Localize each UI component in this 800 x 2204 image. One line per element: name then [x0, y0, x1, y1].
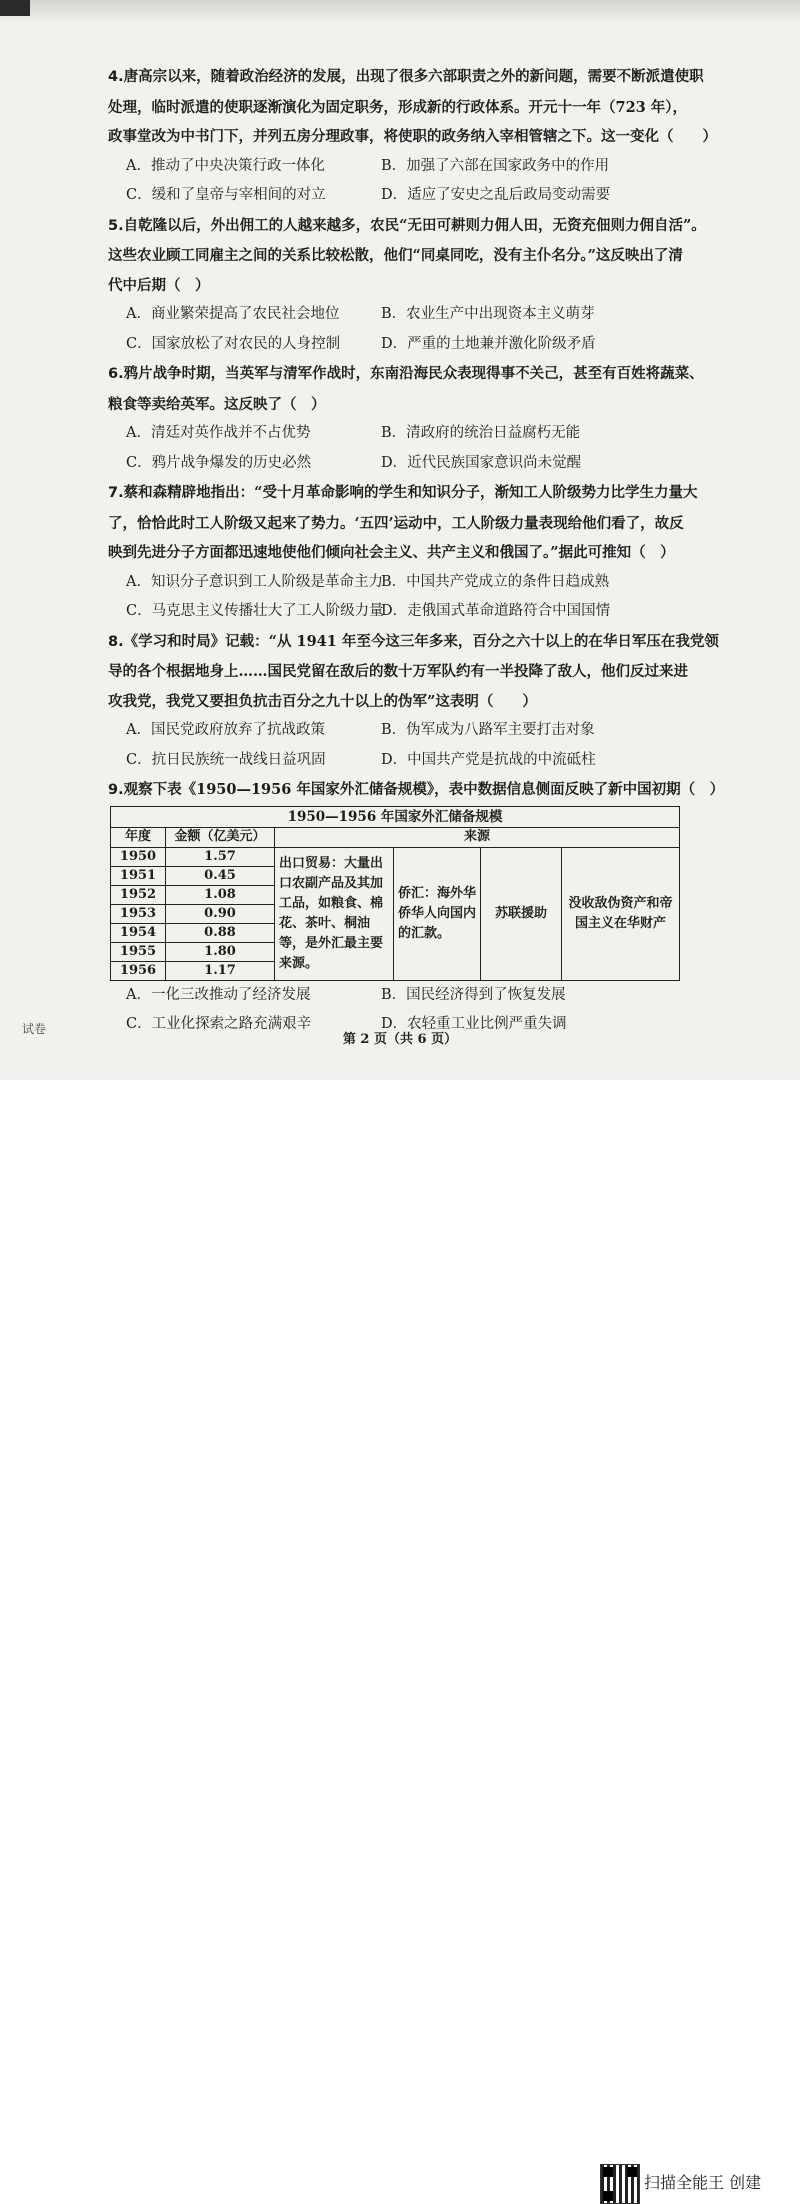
cell-amount: 1.80: [166, 942, 275, 961]
option-c: C．工业化探索之路充满艰辛: [126, 1016, 312, 1032]
question-stem-line: 自乾隆以后，外出佣工的人越来越多，农民“无田可耕则力佣人田，无资充佃则力佣自活”。: [123, 216, 706, 234]
forex-reserve-table: [110, 806, 680, 981]
option-c: C．鸦片战争爆发的历史必然: [126, 454, 312, 471]
header-year: 年度: [111, 827, 166, 847]
question-4: [108, 62, 748, 211]
scanner-brand: 扫描全能王 创建: [644, 2173, 762, 2192]
question-stem-line: 蔡和森精辟地指出：“受十月革命影响的学生和知识分子，渐知工人阶级势力比学生力量大: [123, 484, 698, 501]
cell-amount: 1.57: [166, 847, 275, 866]
option-a: A．国民党政府放弃了抗战政策: [126, 722, 325, 738]
question-number: 8.: [108, 633, 124, 650]
cell-year: 1955: [111, 942, 166, 961]
question-stem-line: 鸦片战争时期，当英军与清军作战时，东南沿海民众表现得事不关己，甚至有百姓将蔬菜、: [123, 365, 704, 382]
question-number: 6.: [108, 366, 124, 382]
option-d: D．走俄国式革命道路符合中国国情: [381, 603, 611, 619]
question-stem-line: 导的各个根据地身上……国民党留在敌后的数十万军队约有一半投降了敌人，他们反过来进: [108, 663, 688, 680]
scanner-watermark-bar: [0, 1080, 800, 2192]
option-c: C．抗日民族统一战线日益巩固: [126, 751, 326, 768]
source-export: 出口贸易：大量出口农副产品及其加工品，如粮食、棉花、茶叶、桐油等，是外汇最主要来源。: [275, 847, 394, 980]
table-row: [111, 847, 680, 866]
question-number: 4.: [108, 69, 124, 85]
option-b: B．加强了六部在国家政务中的作用: [381, 157, 610, 174]
scan-edge: [0, 0, 800, 22]
option-d: D．近代民族国家意识尚未觉醒: [381, 454, 582, 471]
question-8: [108, 627, 748, 776]
question-list: [108, 62, 748, 1040]
source-confiscation: 没收敌伪资产和帝国主义在华财产: [562, 847, 680, 980]
option-c: C．国家放松了对农民的人身控制: [126, 335, 341, 352]
cell-year: 1951: [111, 866, 166, 885]
question-6: [108, 359, 748, 478]
question-number: 5.: [108, 217, 124, 234]
scanned-page: [0, 0, 800, 1080]
option-c: C．缓和了皇帝与宰相间的对立: [126, 187, 326, 203]
page-number: 第 2 页（共 6 页）: [342, 1032, 458, 1047]
option-d: D．中国共产党是抗战的中流砥柱: [381, 751, 596, 768]
qr-code-icon: [600, 2164, 640, 2204]
option-b: B．伪军成为八路军主要打击对象: [381, 722, 595, 738]
source-remittance: 侨汇：海外华侨华人向国内的汇款。: [394, 847, 481, 980]
cell-amount: 0.45: [166, 866, 275, 885]
option-a: A．商业繁荣提高了农民社会地位: [126, 306, 340, 322]
question-number: 7.: [108, 485, 124, 501]
cell-amount: 1.17: [166, 961, 275, 980]
question-stem-line: 政事堂改为中书门下，并列五房分理政事，将使职的政务纳入宰相管辖之下。这一变化（ ）: [108, 128, 717, 145]
question-number: 9.: [108, 782, 124, 798]
source-soviet-aid: 苏联援助: [481, 847, 562, 980]
option-b: B．清政府的统治日益腐朽无能: [381, 425, 581, 441]
cell-year: 1956: [111, 961, 166, 980]
question-stem-line: 这些农业顾工同雇主之间的关系比较松散，他们“同桌同吃，没有主仆名分。”这反映出了清: [108, 247, 683, 264]
header-amount: 金额（亿美元）: [166, 827, 275, 847]
question-stem-line: 粮食等卖给英军。这反映了（ ）: [108, 395, 326, 413]
cell-year: 1954: [111, 923, 166, 942]
question-stem-line: 攻我党，我党又要担负抗击百分之九十以上的伪军”这表明（ ）: [108, 692, 537, 710]
cell-amount: 0.90: [166, 904, 275, 923]
question-stem-line: 观察下表《1950—1956 年国家外汇储备规模》，表中数据信息侧面反映了新中国初期（ ）: [123, 781, 725, 798]
option-b: B．国民经济得到了恢复发展: [381, 986, 566, 1003]
option-a: A．知识分子意识到工人阶级是革命主力: [126, 573, 383, 590]
option-b: B．中国共产党成立的条件日趋成熟: [381, 573, 610, 590]
question-stem-line: 唐高宗以来，随着政治经济的发展，出现了很多六部职责之外的新问题，需要不断派遣使职: [123, 68, 704, 85]
option-a: A．清廷对英作战并不占优势: [126, 425, 311, 441]
option-a: A．推动了中央决策行政一体化: [126, 157, 325, 174]
question-stem-line: 处理，临时派遣的使职逐渐演化为固定职务，形成新的行政体系。开元十一年（723 年），: [108, 98, 688, 116]
question-5: [108, 211, 748, 360]
question-stem-line: 代中后期（ ）: [108, 276, 210, 294]
option-d: D．适应了安史之乱后政局变动需要: [381, 187, 611, 203]
option-a: A．一化三改推动了经济发展: [126, 986, 311, 1003]
cell-year: 1950: [111, 847, 166, 866]
cell-amount: 0.88: [166, 923, 275, 942]
cell-year: 1953: [111, 904, 166, 923]
option-b: B．农业生产中出现资本主义萌芽: [381, 306, 595, 322]
header-source: 来源: [275, 827, 680, 847]
table-title: 1950—1956 年国家外汇储备规模: [111, 806, 680, 827]
question-7: [108, 478, 748, 627]
cell-year: 1952: [111, 885, 166, 904]
option-c: C．马克思主义传播壮大了工人阶级力量: [126, 603, 384, 619]
option-d: D．严重的土地兼并激化阶级矛盾: [381, 335, 596, 352]
option-d: D．农轻重工业比例严重失调: [381, 1016, 567, 1032]
question-9: [108, 775, 748, 1040]
side-mark: 试卷: [22, 1022, 47, 1036]
question-stem-line: 了，恰恰此时工人阶级又起来了势力。‘五四’运动中，工人阶级力量表现给他们看了，故反: [108, 514, 684, 532]
question-stem-line: 《学习和时局》记载：“从 1941 年至今这三年多来，百分之六十以上的在华日军压在我党领: [123, 632, 719, 650]
question-stem-line: 映到先进分子方面都迅速地使他们倾向社会主义、共产主义和俄国了。”据此可推知（ ）: [108, 544, 675, 561]
cell-amount: 1.08: [166, 885, 275, 904]
